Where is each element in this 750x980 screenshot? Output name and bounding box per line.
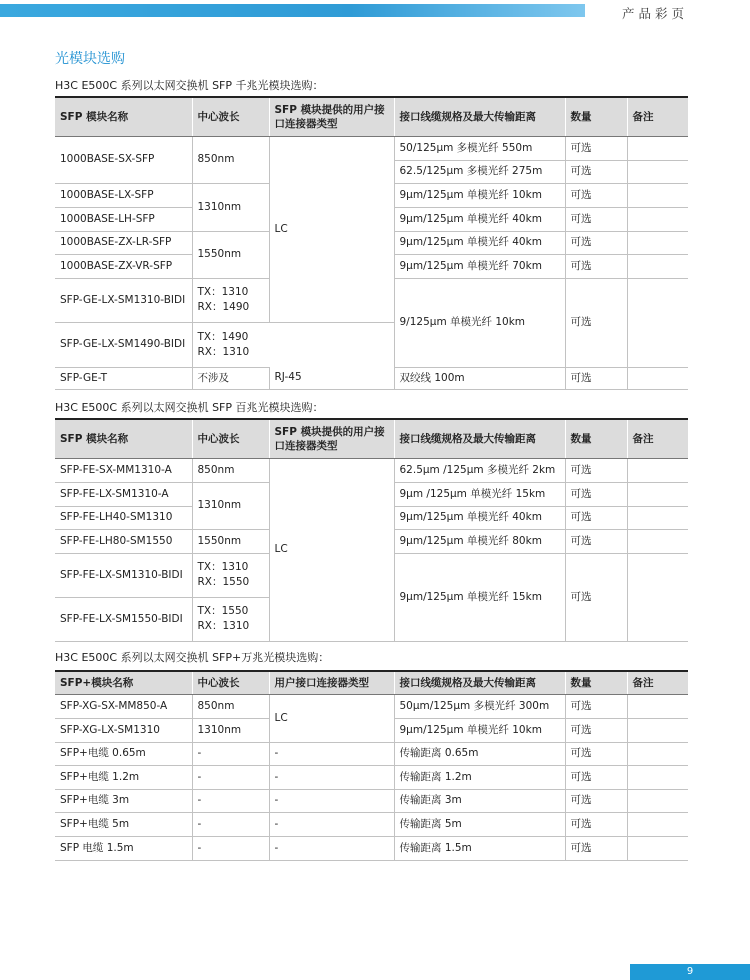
fast-ethernet-module-table (55, 418, 688, 642)
table-header-row (55, 419, 688, 458)
table-row (55, 136, 688, 160)
quantity: 可选 (565, 765, 627, 789)
rx-wavelength: RX：1310 (197, 620, 250, 632)
table-row (55, 836, 688, 860)
module-name: SFP-FE-LH40-SM1310 (55, 506, 192, 529)
remark (627, 482, 688, 506)
quantity: 可选 (565, 482, 627, 506)
column-header: 中心波长 (192, 97, 269, 136)
table-row (55, 458, 688, 482)
cable-spec: 9μm /125μm 单模光纤 15km (394, 482, 565, 506)
cable-spec: 9μm/125μm 单模光纤 80km (394, 529, 565, 553)
rx-wavelength: RX：1310 (197, 345, 250, 358)
remark (627, 506, 688, 529)
cable-spec: 50μm/125μm 多模光纤 300m (394, 694, 565, 718)
tx-wavelength: TX：1310 (197, 286, 249, 298)
table-row (55, 789, 688, 812)
column-header: SFP 模块名称 (55, 97, 192, 136)
module-name: 1000BASE-SX-SFP (55, 136, 192, 183)
module-name: SFP 电缆 1.5m (55, 836, 192, 860)
quantity: 可选 (565, 742, 627, 765)
wavelength: 850nm (192, 458, 269, 482)
remark (627, 529, 688, 553)
column-header: 中心波长 (192, 419, 269, 458)
module-name: SFP-XG-SX-MM850-A (55, 694, 192, 718)
column-header: 中心波长 (192, 671, 269, 694)
quantity: 可选 (565, 183, 627, 207)
rx-wavelength: RX：1490 (197, 301, 250, 313)
wavelength: - (192, 836, 269, 860)
connector-type: - (269, 812, 394, 836)
module-name: 1000BASE-LH-SFP (55, 207, 192, 231)
table-row (55, 742, 688, 765)
quantity: 可选 (565, 367, 627, 389)
column-header: 备注 (627, 419, 688, 458)
cable-spec: 传输距离 1.5m (394, 836, 565, 860)
module-name: SFP-GE-T (55, 367, 192, 389)
wavelength: 1310nm (192, 482, 269, 529)
remark (627, 553, 688, 641)
table-caption: H3C E500C 系列以太网交换机 SFP 百兆光模块选购： (55, 401, 324, 414)
connector-type: - (269, 789, 394, 812)
remark (627, 136, 688, 160)
section-title: 光模块选购 (55, 51, 125, 67)
quantity: 可选 (565, 718, 627, 742)
rx-wavelength: RX：1550 (197, 576, 250, 588)
remark (627, 183, 688, 207)
module-name: 1000BASE-LX-SFP (55, 183, 192, 207)
cable-spec: 9μm/125μm 单模光纤 70km (394, 254, 565, 278)
column-header: SFP 模块提供的用户接口连接器类型 (269, 419, 394, 458)
column-header: 用户接口连接器类型 (269, 671, 394, 694)
connector-type: LC (269, 694, 394, 742)
column-header: 数量 (565, 97, 627, 136)
module-name: 1000BASE-ZX-LR-SFP (55, 231, 192, 254)
table-caption: H3C E500C 系列以太网交换机 SFP 千兆光模块选购： (55, 79, 324, 92)
remark (627, 765, 688, 789)
remark (627, 458, 688, 482)
remark (627, 694, 688, 718)
cable-spec: 传输距离 5m (394, 812, 565, 836)
wavelength (192, 278, 269, 322)
quantity: 可选 (565, 553, 627, 641)
column-header: 备注 (627, 671, 688, 694)
remark (627, 278, 688, 367)
table-caption: H3C E500C 系列以太网交换机 SFP+万兆光模块选购： (55, 651, 330, 664)
remark (627, 789, 688, 812)
quantity: 可选 (565, 278, 627, 367)
wavelength: - (192, 812, 269, 836)
cable-spec: 传输距离 0.65m (394, 742, 565, 765)
gigabit-module-table (55, 96, 688, 390)
module-name: SFP-GE-LX-SM1490-BIDI (55, 322, 192, 367)
table-row (55, 765, 688, 789)
remark (627, 254, 688, 278)
connector-type: LC (269, 458, 394, 641)
quantity: 可选 (565, 836, 627, 860)
module-name: SFP-XG-LX-SM1310 (55, 718, 192, 742)
remark (627, 160, 688, 183)
column-header: 接口线缆规格及最大传输距离 (394, 419, 565, 458)
column-header: 数量 (565, 419, 627, 458)
remark (627, 207, 688, 231)
wavelength: 1310nm (192, 183, 269, 231)
connector-type: LC (269, 136, 394, 322)
module-name: SFP-FE-SX-MM1310-A (55, 458, 192, 482)
cable-spec: 9μm/125μm 单模光纤 10km (394, 718, 565, 742)
quantity: 可选 (565, 254, 627, 278)
quantity: 可选 (565, 458, 627, 482)
cable-spec: 9/125μm 单模光纤 10km (394, 278, 565, 367)
quantity: 可选 (565, 529, 627, 553)
module-name: SFP+电缆 1.2m (55, 765, 192, 789)
cable-spec: 传输距离 3m (394, 789, 565, 812)
wavelength: - (192, 742, 269, 765)
wavelength: 1550nm (192, 231, 269, 278)
remark (627, 718, 688, 742)
module-name: SFP-FE-LH80-SM1550 (55, 529, 192, 553)
quantity: 可选 (565, 231, 627, 254)
cable-spec: 双绞线 100m (394, 367, 565, 389)
quantity: 可选 (565, 812, 627, 836)
column-header: 数量 (565, 671, 627, 694)
cable-spec: 9μm/125μm 单模光纤 15km (394, 553, 565, 641)
remark (627, 812, 688, 836)
module-name: SFP-FE-LX-SM1310-BIDI (55, 553, 192, 597)
wavelength: - (192, 765, 269, 789)
column-header: 接口线缆规格及最大传输距离 (394, 97, 565, 136)
remark (627, 231, 688, 254)
module-name: SFP+电缆 5m (55, 812, 192, 836)
column-header: SFP 模块名称 (55, 419, 192, 458)
ten-gigabit-module-table (55, 670, 688, 861)
quantity: 可选 (565, 694, 627, 718)
page-number: 9 (630, 964, 750, 980)
wavelength: 850nm (192, 136, 269, 183)
remark (627, 836, 688, 860)
module-name: SFP-FE-LX-SM1310-A (55, 482, 192, 506)
quantity: 可选 (565, 789, 627, 812)
quantity: 可选 (565, 136, 627, 160)
module-name: SFP+电缆 3m (55, 789, 192, 812)
header-accent-bar (0, 4, 585, 17)
wavelength: 不涉及 (192, 367, 269, 389)
wavelength: - (192, 789, 269, 812)
connector-type: - (269, 765, 394, 789)
module-name: SFP-GE-LX-SM1310-BIDI (55, 278, 192, 322)
remark (627, 742, 688, 765)
connector-type: - (269, 742, 394, 765)
wavelength (192, 597, 269, 641)
column-header: SFP 模块提供的用户接口连接器类型 (269, 97, 394, 136)
cable-spec: 9μm/125μm 单模光纤 40km (394, 207, 565, 231)
table-header-row (55, 97, 688, 136)
wavelength (192, 553, 269, 597)
tx-wavelength: TX：1490 (197, 330, 249, 343)
cable-spec: 9μm/125μm 单模光纤 10km (394, 183, 565, 207)
column-header: 接口线缆规格及最大传输距离 (394, 671, 565, 694)
tx-wavelength: TX：1310 (197, 561, 249, 573)
quantity: 可选 (565, 207, 627, 231)
wavelength: 850nm (192, 694, 269, 718)
connector-type: RJ-45 (269, 367, 394, 389)
connector-type: - (269, 836, 394, 860)
table-row (55, 367, 688, 389)
table-row (55, 694, 688, 718)
table-row (55, 812, 688, 836)
cable-spec: 9μm/125μm 单模光纤 40km (394, 506, 565, 529)
cable-spec: 62.5μm /125μm 多模光纤 2km (394, 458, 565, 482)
wavelength: 1310nm (192, 718, 269, 742)
module-name: SFP+电缆 0.65m (55, 742, 192, 765)
cable-spec: 62.5/125μm 多模光纤 275m (394, 160, 565, 183)
remark (627, 367, 688, 389)
column-header: SFP+模块名称 (55, 671, 192, 694)
quantity: 可选 (565, 506, 627, 529)
wavelength: 1550nm (192, 529, 269, 553)
header-title: 产品彩页 (622, 6, 689, 21)
column-header: 备注 (627, 97, 688, 136)
module-name: 1000BASE-ZX-VR-SFP (55, 254, 192, 278)
cable-spec: 传输距离 1.2m (394, 765, 565, 789)
wavelength (192, 322, 269, 367)
cable-spec: 9μm/125μm 单模光纤 40km (394, 231, 565, 254)
tx-wavelength: TX：1550 (197, 605, 249, 617)
module-name: SFP-FE-LX-SM1550-BIDI (55, 597, 192, 641)
table-header-row (55, 671, 688, 694)
quantity: 可选 (565, 160, 627, 183)
cable-spec: 50/125μm 多模光纤 550m (394, 136, 565, 160)
